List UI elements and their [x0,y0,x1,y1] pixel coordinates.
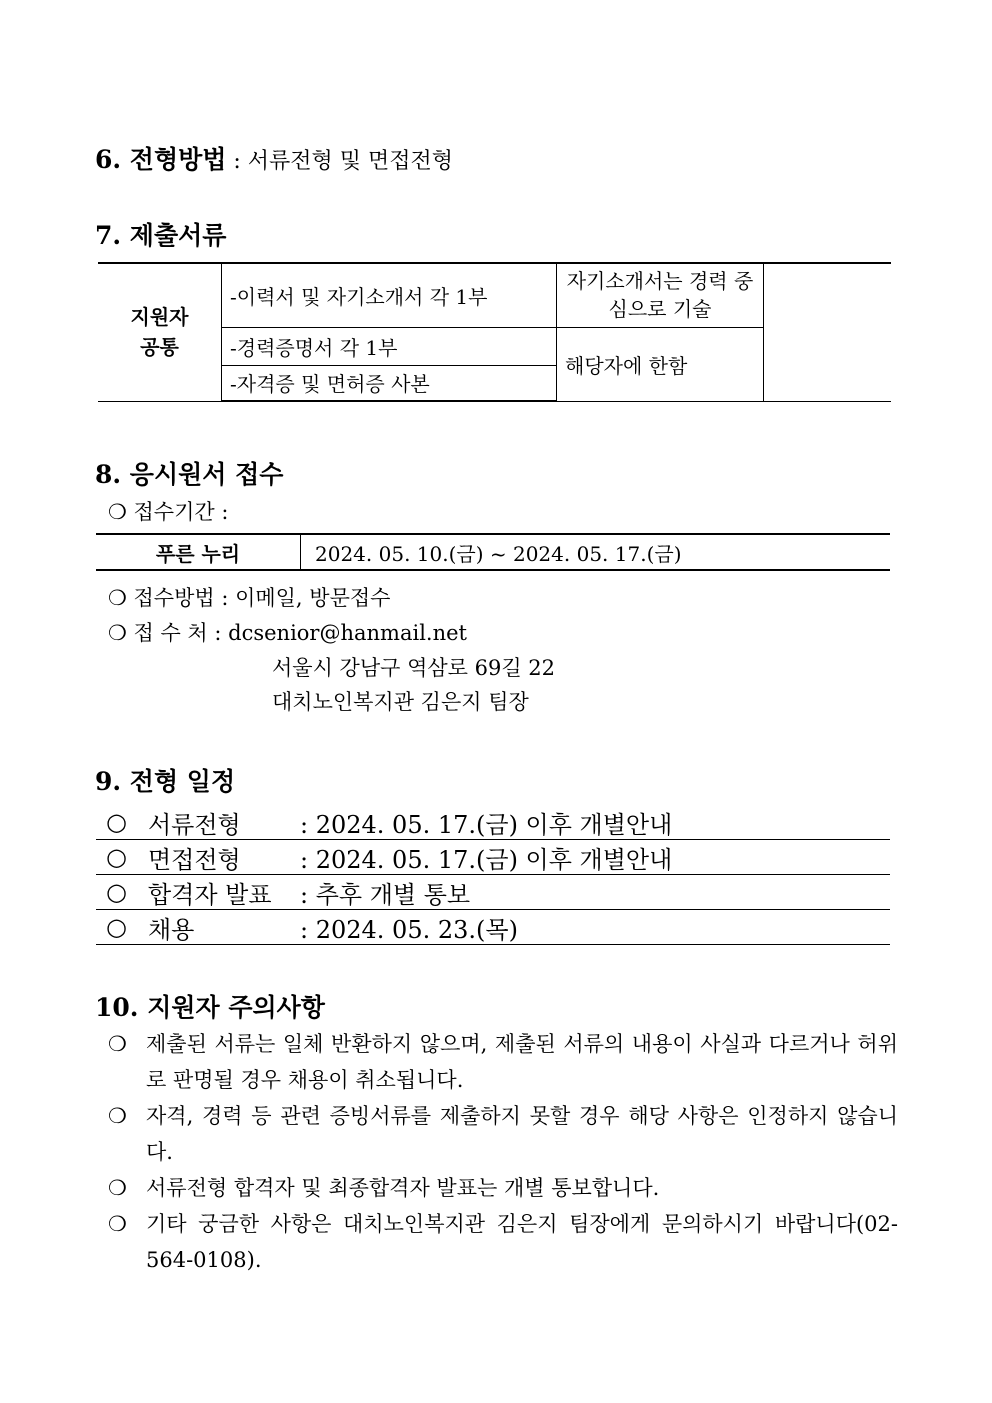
schedule-row [96,840,890,875]
schedule-value: : 2024. 05. 23.(목) [300,915,518,944]
table-row [96,534,890,570]
period-label: ❍ 접수기간 : [108,500,229,524]
submission-contact: 대치노인복지관 김은지 팀장 [272,690,529,714]
group-label-line1: 지원자 [130,305,189,330]
section-6-detail: : 서류전형 및 면접전형 [226,149,454,174]
submission-method: ❍ 접수방법 : 이메일, 방문접수 [108,586,391,610]
period-dates: 2024. 05. 10.(금) ~ 2024. 05. 17.(금) [301,534,891,570]
list-item [108,1098,898,1170]
circle-bullet-icon: ○ [106,913,127,941]
schedule-label: 합격자 발표 [148,880,272,909]
schedule-row [96,805,890,840]
schedule-value: : 2024. 05. 17.(금) 이후 개별안내 [300,845,673,874]
document-item: -자격증 및 면허증 사본 [222,365,557,401]
schedule-label: 서류전형 [148,810,241,839]
circle-bullet-icon: ○ [106,808,127,836]
list-item [108,1170,898,1206]
document-note: 자기소개서는 경력 중심으로 기술 [557,263,764,327]
schedule-row [96,910,890,945]
section-8-title: 8. 응시원서 접수 [95,460,284,489]
documents-table [98,262,891,402]
empty-cell [764,263,892,401]
submission-email: dcsenior@hanmail.net [228,621,467,645]
group-label-line2: 공통 [140,335,179,360]
section-10-title: 10. 지원자 주의사항 [95,993,325,1022]
list-item [108,1026,898,1098]
table-row [98,263,891,327]
schedule-label: 면접전형 [148,845,241,874]
section-6-title: 6. 전형방법 [95,145,227,174]
section-7-title: 7. 제출서류 [95,221,227,250]
circle-bullet-icon: ❍ [108,1104,127,1128]
schedule-label: 채용 [148,915,195,944]
schedule-value: : 2024. 05. 17.(금) 이후 개별안내 [300,810,673,839]
list-item [108,1206,898,1278]
notice-text: 자격, 경력 등 관련 증빙서류를 제출하지 못할 경우 해당 사항은 인정하지 않습니다. [146,1104,898,1164]
notice-text: 서류전형 합격자 및 최종합격자 발표는 개별 통보합니다. [146,1176,660,1200]
circle-bullet-icon: ○ [106,878,127,906]
notice-text: 기타 궁금한 사항은 대치노인복지관 김은지 팀장에게 문의하시기 바랍니다(02-564-0108). [146,1212,898,1272]
section-6-heading [95,140,453,176]
notice-text: 제출된 서류는 일체 반환하지 않으며, 제출된 서류의 내용이 사실과 다르거나 허위로 판명될 경우 채용이 취소됩니다. [146,1032,898,1092]
section-9-title: 9. 전형 일정 [95,767,236,796]
period-org: 푸른 누리 [96,534,301,570]
schedule-row [96,875,890,910]
circle-bullet-icon: ❍ [108,1176,127,1200]
circle-bullet-icon: ❍ [108,1212,127,1236]
submission-place [108,617,467,647]
schedule-value: : 추후 개별 통보 [300,880,471,909]
schedule-table [96,805,890,945]
period-table [96,533,890,571]
document-item: -이력서 및 자기소개서 각 1부 [222,263,557,327]
document-note: 해당자에 한함 [557,327,764,401]
group-label-cell [98,263,222,401]
submission-place-label: ❍ 접 수 처 : [108,621,229,645]
document-item: -경력증명서 각 1부 [222,327,557,365]
circle-bullet-icon: ○ [106,843,127,871]
notice-list [108,1026,898,1278]
circle-bullet-icon: ❍ [108,1032,127,1056]
submission-address: 서울시 강남구 역삼로 69길 22 [272,656,556,680]
